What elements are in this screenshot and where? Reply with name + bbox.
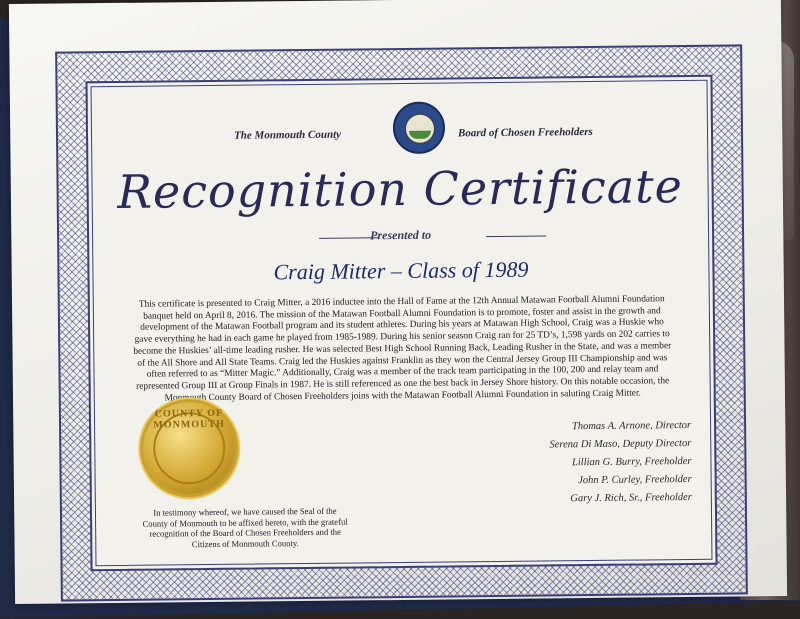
signer-freeholder-3: Gary J. Rich, Sr., Freeholder xyxy=(570,491,692,505)
testimony-statement: In testimony whereof, we have caused the Seal of the County of Monmouth to be affixed hereto, with the grateful recognition of the Board of Chosen Freeholders and the Citizens of Monmouth County. xyxy=(142,505,348,549)
certificate-title: Recognition Certificate xyxy=(117,159,684,219)
certificate-border xyxy=(55,44,748,601)
gold-embossed-seal-icon xyxy=(143,402,236,495)
certificate-body: This certificate is presented to Craig Mitter, a 2016 inductee into the Hall of Fame at the 12th Annual Matawan Football Alumni Foundation banquet held on April 8, 2016. The mission of the Matawan Football Alumni Foundation is to promote, foster and assist in the growth and development of the Matawan Football program and its student athletes. During his years at Matawan High School, Craig was a Huskie who gave everything he had in each game he played from 1985-1989. During his senior season Craig ran for 25 TD’s, 1,598 yards on 202 carries to become the Huskies’ all-time leading rusher. He was selected Best High School Running Back, Leading Rusher in the State, and was a member of the All Shore and All State Teams. Craig led the Huskies against Franklin as they won the Central Jersey Group III Championship and was often referred to as “Mitter Magic.” Additionally, Craig was a member of the track team participating in the 100, 200 and relay team and represented Group III at Group Finals in 1987. He is still referenced as one the best back in Jersey Shore history. On this notable occasion, the Monmouth County Board of Chosen Freeholders joins with the Matawan Football Alumni Foundation in saluting Craig Mitter. xyxy=(133,294,672,404)
signer-deputy-director: Serena Di Maso, Deputy Director xyxy=(549,437,692,451)
certificate-content xyxy=(87,77,715,569)
county-seal-icon xyxy=(393,102,446,155)
signer-freeholder-1: Lillian G. Burry, Freeholder xyxy=(571,455,692,469)
seal-landscape xyxy=(409,131,431,139)
signer-list xyxy=(491,417,692,509)
presented-to-label: Presented to xyxy=(370,227,432,243)
gold-seal-lettering: COUNTY OF MONMOUTH xyxy=(153,407,225,431)
county-name: The Monmouth County xyxy=(233,128,342,142)
certificate-inner-frame xyxy=(85,75,717,572)
recipient-name: Craig Mitter – Class of 1989 xyxy=(273,256,529,285)
board-name: Board of Chosen Freeholders xyxy=(457,125,593,140)
seal-center xyxy=(405,114,435,144)
signer-director: Thomas A. Arnone, Director xyxy=(571,419,692,433)
signer-freeholder-2: John P. Curley, Freeholder xyxy=(578,473,692,487)
